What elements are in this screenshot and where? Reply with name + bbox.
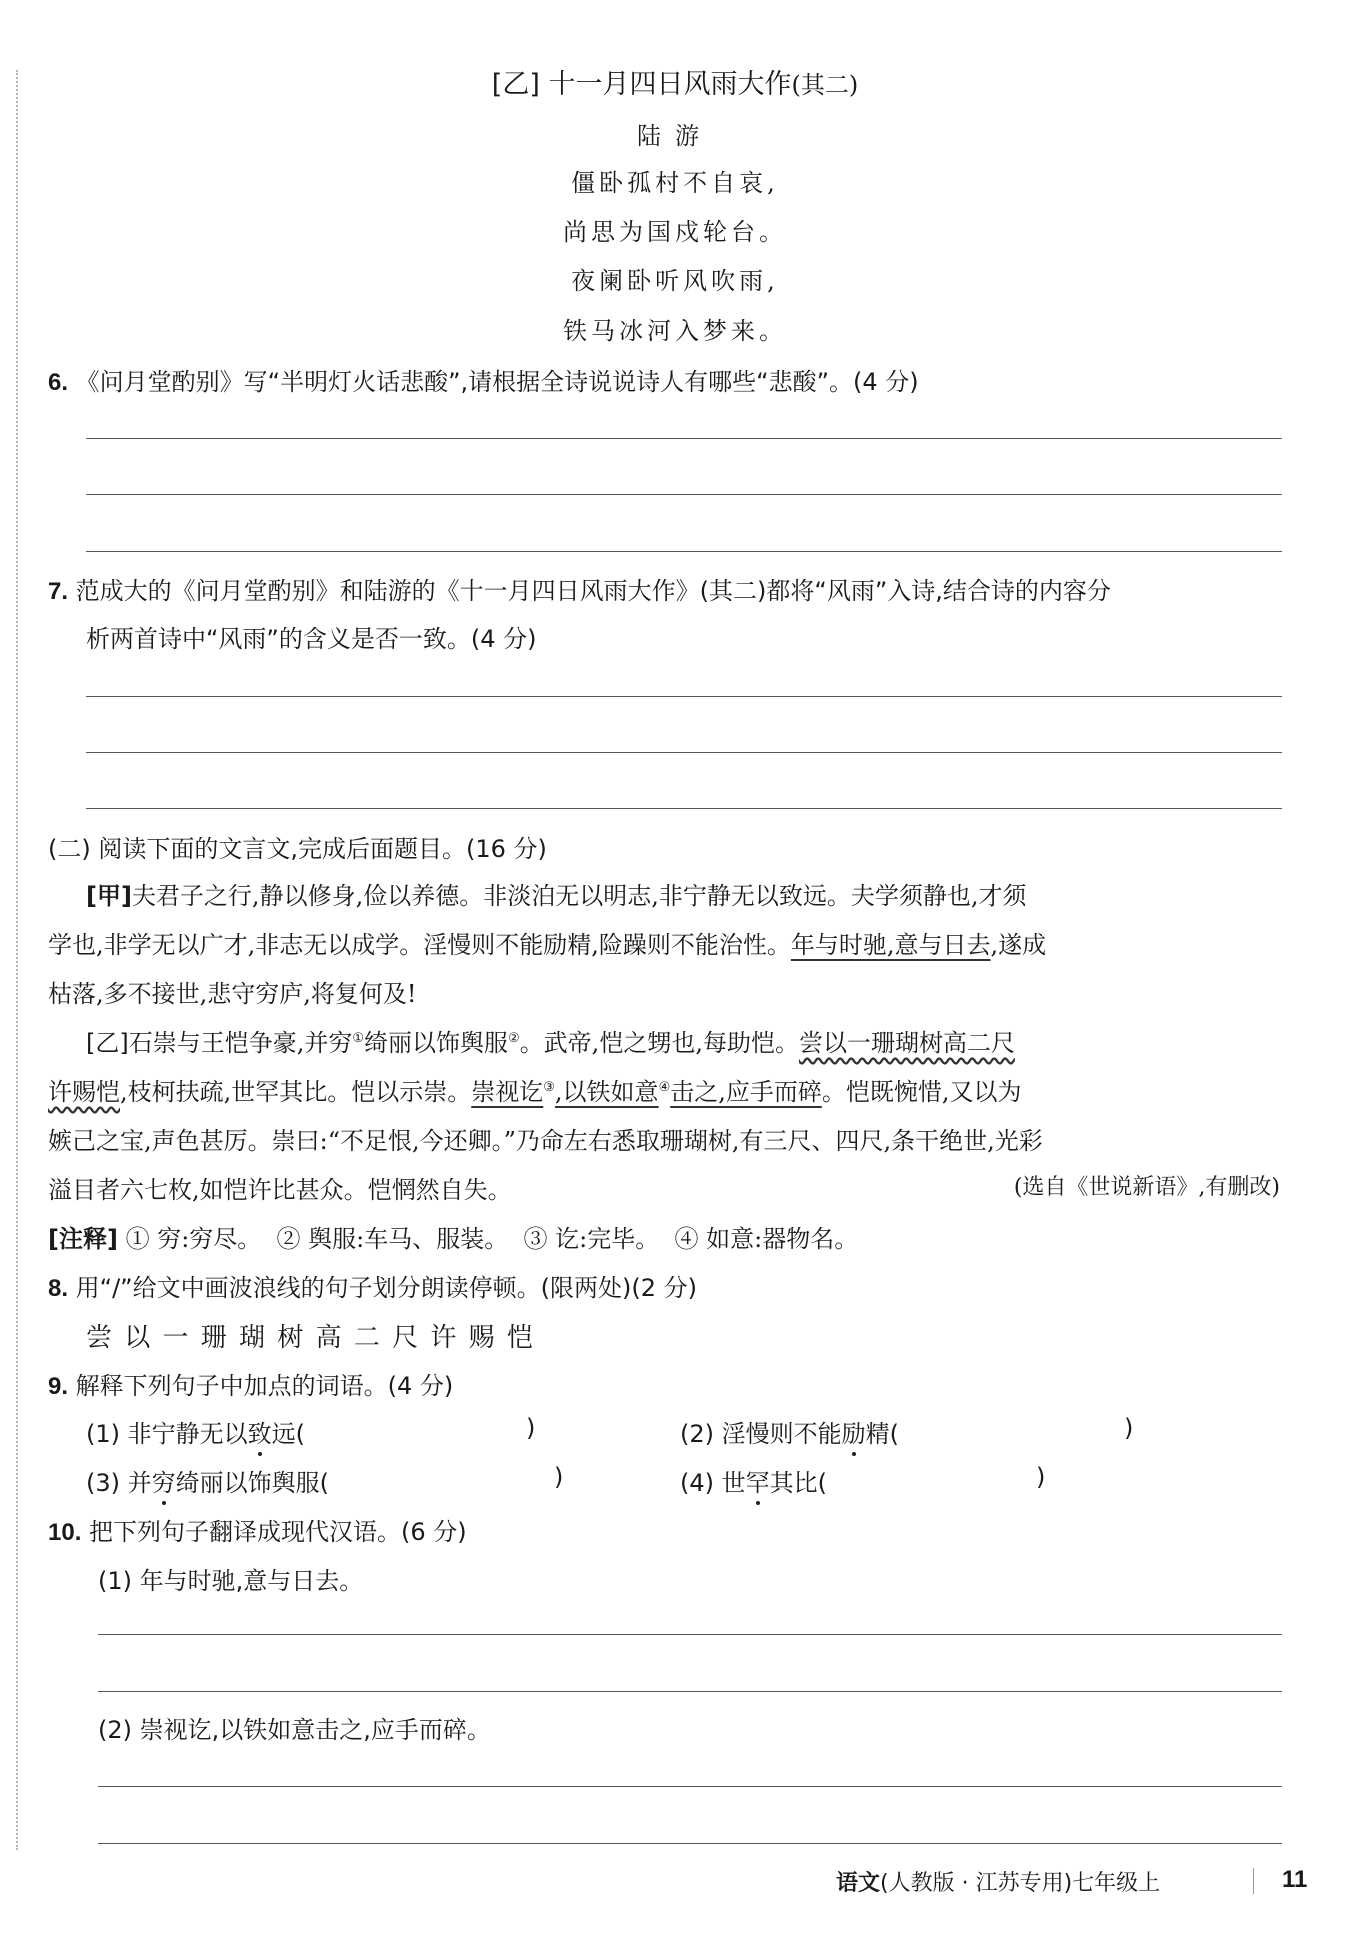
question-9-text: 解释下列句子中加点的词语。(4 分) <box>75 1372 454 1400</box>
passage-yi-line-1 <box>86 1023 1015 1058</box>
page-number: 11 <box>1282 1866 1308 1893</box>
question-10-number: 10. <box>48 1519 82 1546</box>
dotted-word: 穷 <box>151 1469 176 1497</box>
question-9 <box>48 1366 453 1401</box>
passage-yi-line-4: 溢目者六七枚,如恺许比甚众。恺惘然自失。 <box>48 1176 512 1204</box>
underlined-sentence: 崇视讫 <box>471 1078 544 1106</box>
question-10-text: 把下列句子翻译成现代汉语。(6 分) <box>89 1518 467 1546</box>
underlined-sentence: ,以铁如意 <box>554 1078 659 1106</box>
answer-line[interactable] <box>98 1786 1282 1787</box>
passage-jia-text-2a: 学也,非学无以广才,非志无以成学。淫慢则不能励精,险躁则不能治性。 <box>48 931 791 959</box>
section-2-heading: (二) 阅读下面的文言文,完成后面题目。(16 分) <box>48 835 547 863</box>
passage-yi-text: 。恺既惋惜,又以为 <box>821 1078 1022 1106</box>
footnote-marker: ④ <box>658 1080 671 1095</box>
item-text: (3) 并 <box>86 1469 152 1497</box>
footnote-marker: ① <box>352 1031 365 1046</box>
question-8-number: 8. <box>48 1275 69 1302</box>
passage-yi-line-2 <box>48 1072 1022 1107</box>
answer-line[interactable] <box>86 808 1282 809</box>
notes <box>48 1219 858 1254</box>
answer-line[interactable] <box>86 551 1282 552</box>
passage-jia-line-3: 枯落,多不接世,悲守穷庐,将复何及! <box>48 980 417 1008</box>
question-8-sentence: 尝 以 一 珊 瑚 树 高 二 尺 许 赐 恺 <box>86 1323 535 1353</box>
answer-line[interactable] <box>86 438 1282 439</box>
poem-title <box>0 62 1350 101</box>
notes-label: [注释] <box>48 1225 118 1253</box>
question-9-item-2 <box>680 1414 899 1449</box>
question-10-sentence-1: (1) 年与时驰,意与日去。 <box>98 1567 364 1595</box>
dotted-word: 励 <box>841 1420 866 1448</box>
question-9-number: 9. <box>48 1373 69 1400</box>
question-9-item-3 <box>86 1463 329 1498</box>
poem-line-4: 铁马冰河入梦来。 <box>563 317 787 345</box>
underlined-sentence: 年与时驰,意与日去 <box>790 931 991 959</box>
item-text: 其比( <box>769 1469 827 1497</box>
answer-line[interactable] <box>86 696 1282 697</box>
passage-jia-line-2 <box>48 925 1046 960</box>
footer-divider <box>1253 1868 1254 1894</box>
poem-title-suffix: (其二) <box>791 71 859 99</box>
question-7-line-1 <box>48 571 1111 606</box>
question-9-item-4-close: ) <box>1036 1463 1046 1491</box>
item-text: 绮丽以饰舆服( <box>175 1469 329 1497</box>
poem-line-1: 僵卧孤村不自哀, <box>571 169 779 197</box>
question-9-item-2-close: ) <box>1124 1414 1134 1442</box>
dotted-word: 致 <box>247 1420 272 1448</box>
question-10-sentence-2: (2) 崇视讫,以铁如意击之,应手而碎。 <box>98 1716 491 1744</box>
passage-yi-text: 石崇与王恺争豪,并穷 <box>128 1029 353 1057</box>
wavy-underlined-sentence: 许赐恺 <box>48 1078 120 1106</box>
passage-yi-tag: [乙] <box>86 1029 129 1057</box>
item-text: (1) 非宁静无以 <box>86 1420 248 1448</box>
question-9-item-1-close: ) <box>526 1414 536 1442</box>
item-text: (4) 世 <box>680 1469 746 1497</box>
question-6-text: 《问月堂酌别》写“半明灯火话悲酸”,请根据全诗说说诗人有哪些“悲酸”。(4 分) <box>75 368 919 396</box>
footnote-marker: ② <box>508 1031 520 1046</box>
poem-line-2: 尚思为国戍轮台。 <box>563 218 787 246</box>
poem-title-text: 十一月四日风雨大作 <box>548 69 792 100</box>
question-6 <box>48 362 919 397</box>
question-9-item-4 <box>680 1463 827 1498</box>
passage-jia-line-1 <box>86 876 1026 911</box>
poem-tag: [乙] <box>491 69 540 100</box>
passage-yi-text: 。武帝,恺之甥也,每助恺。 <box>519 1029 799 1057</box>
item-text: 精( <box>865 1420 899 1448</box>
question-10 <box>48 1512 467 1547</box>
answer-line[interactable] <box>86 494 1282 495</box>
poem-author: 陆游 <box>637 122 713 150</box>
question-7-line-2: 析两首诗中“风雨”的含义是否一致。(4 分) <box>86 625 537 653</box>
passage-source: (选自《世说新语》,有删改) <box>1013 1175 1280 1200</box>
passage-yi-line-3: 嫉己之宝,声色甚厉。崇曰:“不足恨,今还卿。”乃命左右悉取珊瑚树,有三尺、四尺,条干绝世,光彩 <box>48 1127 1043 1155</box>
question-6-number: 6. <box>48 369 69 396</box>
passage-jia-text-1: 夫君子之行,静以修身,俭以养德。非淡泊无以明志,非宁静无以致远。夫学须静也,才须 <box>131 882 1027 910</box>
question-9-item-3-close: ) <box>554 1463 564 1491</box>
underlined-sentence: 击之,应手而碎 <box>670 1078 822 1106</box>
question-8-text: 用“/”给文中画波浪线的句子划分朗读停顿。(限两处)(2 分) <box>75 1274 697 1302</box>
answer-line[interactable] <box>86 752 1282 753</box>
question-7-number: 7. <box>48 578 69 605</box>
passage-jia-tag: [甲] <box>86 882 132 910</box>
answer-line[interactable] <box>98 1634 1282 1635</box>
footer-edition: (人教版 · 江苏专用)七年级上 <box>880 1871 1161 1896</box>
item-text: 远( <box>271 1420 305 1448</box>
notes-items: ① 穷:穷尽。 ② 舆服:车马、服装。 ③ 讫:完毕。 ④ 如意:器物名。 <box>125 1225 859 1253</box>
question-9-item-1 <box>86 1414 305 1449</box>
passage-yi-text: ,枝柯扶疏,世罕其比。恺以示崇。 <box>120 1078 472 1106</box>
passage-jia-text-2b: ,遂成 <box>990 931 1047 959</box>
footer-book-info <box>836 1866 1160 1897</box>
question-8 <box>48 1268 697 1303</box>
footnote-marker: ③ <box>543 1080 555 1095</box>
dotted-word: 罕 <box>745 1469 770 1497</box>
poem-line-3: 夜阑卧听风吹雨, <box>571 267 779 295</box>
answer-line[interactable] <box>98 1843 1282 1844</box>
question-7-text-1: 范成大的《问月堂酌别》和陆游的《十一月四日风雨大作》(其二)都将“风雨”入诗,结合诗的内容分 <box>75 577 1111 605</box>
answer-line[interactable] <box>98 1691 1282 1692</box>
wavy-underlined-sentence: 尝以一珊瑚树高二尺 <box>798 1029 1015 1057</box>
passage-yi-text: 绮丽以饰舆服 <box>364 1029 509 1057</box>
item-text: (2) 淫慢则不能 <box>680 1420 842 1448</box>
footer-subject: 语文 <box>836 1871 881 1896</box>
